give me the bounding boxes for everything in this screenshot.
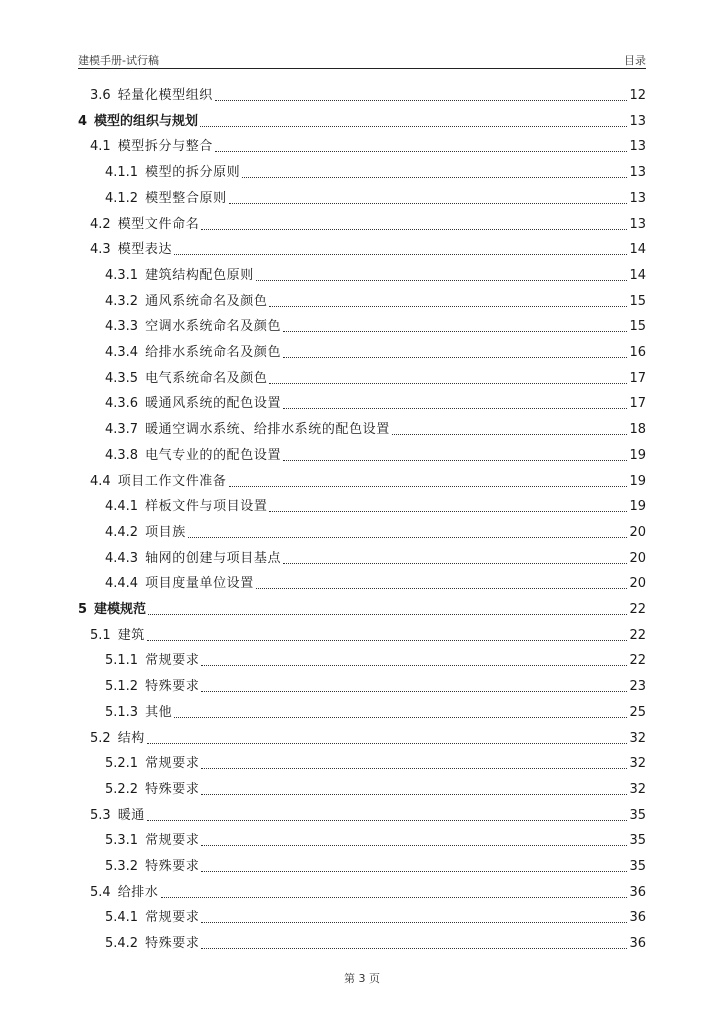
toc-entry-title: 暖通风系统的配色设置 [145, 396, 282, 412]
page-number: 第 3 页 [344, 972, 380, 985]
toc-entry-title: 特殊要求 [145, 679, 200, 695]
toc-entry-number: 5 [78, 602, 88, 617]
toc-entry[interactable] [105, 778, 646, 798]
toc-entry[interactable] [90, 470, 646, 490]
toc-entry-title: 常规要求 [145, 833, 200, 849]
toc-entry-number: 5.1.2 [105, 679, 139, 695]
toc-entry-title: 项目工作文件准备 [117, 473, 227, 489]
toc-entry-page: 13 [629, 113, 646, 129]
toc-entry-number: 4.4.3 [105, 550, 139, 566]
toc-entry[interactable] [105, 444, 646, 464]
toc-entry-title: 特殊要求 [145, 859, 200, 874]
toc-entry[interactable] [90, 881, 646, 901]
toc-entry[interactable] [90, 804, 646, 824]
toc-entry-page: 13 [629, 190, 646, 206]
toc-entry-number: 4.3.3 [105, 319, 139, 335]
toc-entry-title: 模型整合原则 [145, 190, 227, 206]
toc-entry[interactable] [105, 290, 646, 310]
header-document-title: 建模手册-试行稿 [78, 54, 159, 67]
toc-entry-page: 36 [629, 910, 646, 926]
toc-dot-leader [215, 151, 628, 152]
toc-dot-leader [174, 717, 627, 718]
toc-entry-number: 5.3.2 [105, 859, 139, 874]
toc-entry[interactable] [105, 932, 646, 952]
toc-entry-page: 17 [629, 370, 646, 386]
toc-entry-title: 模型表达 [117, 242, 173, 258]
toc-entry-number: 5.1.3 [105, 704, 139, 720]
page-header [78, 50, 646, 68]
toc-entry[interactable] [105, 701, 646, 721]
toc-entry-page: 19 [629, 473, 646, 489]
toc-entry[interactable] [78, 598, 646, 618]
toc-entry-title: 特殊要求 [145, 781, 200, 797]
toc-entry-page: 22 [629, 627, 646, 643]
toc-dot-leader [283, 357, 627, 358]
toc-entry-page: 35 [629, 807, 646, 823]
toc-entry-title: 通风系统命名及颜色 [145, 293, 268, 309]
toc-entry[interactable] [105, 392, 646, 412]
page-footer [0, 970, 724, 986]
toc-entry[interactable] [90, 727, 646, 747]
toc-dot-leader [256, 588, 628, 589]
toc-entry-title: 模型的组织与规划 [94, 113, 199, 129]
toc-entry-number: 4.4.4 [105, 576, 139, 592]
toc-entry-title: 模型拆分与整合 [117, 139, 213, 155]
toc-entry-page: 25 [629, 704, 646, 720]
toc-entry-title: 电气系统命名及颜色 [145, 370, 268, 386]
toc-entry-page: 15 [629, 319, 646, 335]
toc-entry-page: 14 [629, 242, 646, 258]
toc-dot-leader [188, 537, 628, 538]
toc-entry[interactable] [105, 547, 646, 567]
toc-entry[interactable] [105, 855, 646, 875]
toc-entry-page: 18 [629, 422, 646, 438]
toc-dot-leader [269, 383, 627, 384]
toc-entry-page: 35 [629, 859, 646, 874]
toc-entry-title: 常规要求 [145, 756, 200, 772]
toc-entry-title: 结构 [117, 730, 145, 746]
toc-entry-title: 特殊要求 [145, 936, 200, 952]
toc-entry-title: 建筑 [117, 627, 145, 643]
header-section-title: 目录 [624, 54, 646, 67]
toc-entry-page: 16 [629, 345, 646, 360]
toc-entry[interactable] [78, 110, 646, 130]
toc-entry[interactable] [90, 135, 646, 155]
toc-dot-leader [229, 486, 628, 487]
toc-dot-leader [147, 640, 628, 641]
toc-dot-leader [229, 203, 628, 204]
toc-entry-title: 给排水系统命名及颜色 [145, 345, 282, 360]
toc-dot-leader [283, 460, 627, 461]
toc-dot-leader [201, 845, 627, 846]
toc-entry[interactable] [105, 367, 646, 387]
toc-entry[interactable] [105, 187, 646, 207]
toc-entry[interactable] [105, 161, 646, 181]
toc-entry-number: 5.2.1 [105, 756, 139, 772]
toc-dot-leader [269, 511, 627, 512]
toc-entry-page: 17 [629, 396, 646, 412]
toc-entry[interactable] [90, 238, 646, 258]
toc-entry-number: 4.3.2 [105, 293, 139, 309]
toc-dot-leader [201, 948, 627, 949]
toc-entry-number: 4.1 [90, 139, 111, 155]
toc-entry[interactable] [105, 675, 646, 695]
toc-entry-title: 给排水 [117, 884, 159, 900]
header-divider [78, 68, 646, 69]
toc-entry[interactable] [105, 829, 646, 849]
toc-entry-number: 4.3.1 [105, 267, 139, 283]
toc-entry-title: 轻量化模型组织 [117, 88, 213, 103]
toc-entry-number: 4.4.1 [105, 499, 139, 515]
toc-entry-page: 12 [629, 88, 646, 103]
toc-entry-number: 5.2.2 [105, 781, 139, 797]
toc-entry-number: 4.3 [90, 242, 111, 258]
toc-entry-page: 14 [629, 267, 646, 283]
toc-entry[interactable] [105, 752, 646, 772]
toc-entry-page: 20 [629, 550, 646, 566]
toc-entry-page: 19 [629, 499, 646, 515]
toc-entry-page: 22 [629, 602, 646, 617]
toc-entry[interactable] [90, 213, 646, 233]
toc-dot-leader [174, 254, 627, 255]
toc-entry[interactable] [90, 624, 646, 644]
toc-entry-number: 4.3.4 [105, 345, 139, 360]
toc-entry-page: 13 [629, 216, 646, 232]
toc-entry-page: 23 [629, 679, 646, 695]
toc-entry-title: 电气专业的的配色设置 [145, 447, 282, 463]
toc-dot-leader [147, 820, 628, 821]
toc-entry-page: 35 [629, 833, 646, 849]
toc-entry-title: 建筑结构配色原则 [145, 267, 254, 283]
toc-entry-number: 5.3.1 [105, 833, 139, 849]
toc-entry[interactable] [105, 341, 646, 361]
toc-dot-leader [147, 743, 628, 744]
toc-entry-title: 常规要求 [145, 910, 200, 926]
toc-entry-title: 其他 [145, 704, 173, 720]
toc-entry-page: 20 [629, 524, 646, 540]
toc-entry-page: 22 [629, 653, 646, 669]
toc-entry-number: 4.1.2 [105, 190, 139, 206]
toc-entry-title: 模型的拆分原则 [145, 165, 241, 181]
toc-dot-leader [283, 331, 627, 332]
toc-dot-leader [201, 922, 627, 923]
toc-entry-title: 常规要求 [145, 653, 200, 669]
toc-dot-leader [256, 280, 628, 281]
toc-entry-number: 4.2 [90, 216, 111, 232]
toc-dot-leader [201, 768, 627, 769]
toc-entry-title: 轴网的创建与项目基点 [145, 550, 282, 566]
toc-dot-leader [201, 794, 627, 795]
toc-dot-leader [161, 897, 628, 898]
toc-entry[interactable] [105, 315, 646, 335]
toc-entry-number: 4 [78, 113, 88, 129]
toc-dot-leader [242, 177, 627, 178]
toc-entry-page: 32 [629, 756, 646, 772]
toc-dot-leader [148, 614, 627, 615]
toc-entry-number: 5.4 [90, 884, 111, 900]
toc-entry-number: 5.1 [90, 627, 111, 643]
toc-dot-leader [392, 434, 628, 435]
toc-entry-page: 20 [629, 576, 646, 592]
toc-entry-number: 4.1.1 [105, 165, 139, 181]
toc-entry-title: 暖通空调水系统、给排水系统的配色设置 [145, 422, 390, 438]
toc-entry-number: 4.3.8 [105, 447, 139, 463]
toc-dot-leader [201, 871, 627, 872]
toc-entry[interactable] [90, 84, 646, 104]
toc-entry-number: 5.1.1 [105, 653, 139, 669]
toc-entry[interactable] [105, 495, 646, 515]
toc-dot-leader [283, 563, 627, 564]
toc-entry[interactable] [105, 264, 646, 284]
toc-entry[interactable] [105, 521, 646, 541]
toc-entry-title: 暖通 [117, 807, 145, 823]
toc-dot-leader [215, 100, 628, 101]
toc-dot-leader [283, 408, 627, 409]
toc-entry-number: 5.4.2 [105, 936, 139, 952]
toc-entry[interactable] [105, 906, 646, 926]
toc-dot-leader [201, 665, 627, 666]
toc-entry-page: 36 [629, 884, 646, 900]
toc-dot-leader [269, 306, 627, 307]
toc-entry[interactable] [105, 572, 646, 592]
toc-entry-number: 4.4 [90, 473, 111, 489]
toc-entry-number: 4.3.6 [105, 396, 139, 412]
toc-entry-title: 样板文件与项目设置 [145, 499, 268, 515]
toc-entry-title: 建模规范 [94, 602, 147, 617]
toc-entry-page: 15 [629, 293, 646, 309]
toc-entry-number: 4.3.7 [105, 422, 139, 438]
toc-dot-leader [200, 126, 627, 127]
toc-dot-leader [201, 691, 627, 692]
toc-entry-title: 项目族 [145, 524, 186, 540]
toc-entry-page: 13 [629, 165, 646, 181]
toc-entry[interactable] [105, 649, 646, 669]
toc-entry[interactable] [105, 418, 646, 438]
toc-entry-number: 5.3 [90, 807, 111, 823]
toc-entry-number: 5.4.1 [105, 910, 139, 926]
toc-entry-number: 4.3.5 [105, 370, 139, 386]
toc-entry-page: 32 [629, 730, 646, 746]
toc-dot-leader [201, 229, 627, 230]
toc-entry-number: 5.2 [90, 730, 111, 746]
toc-entry-page: 32 [629, 781, 646, 797]
toc-entry-page: 13 [629, 139, 646, 155]
toc-entry-title: 模型文件命名 [117, 216, 200, 232]
toc-entry-title: 空调水系统命名及颜色 [145, 319, 282, 335]
toc-entry-number: 3.6 [90, 88, 111, 103]
toc-entry-page: 19 [629, 447, 646, 463]
toc-entry-page: 36 [629, 936, 646, 952]
toc-entry-title: 项目度量单位设置 [145, 576, 254, 592]
toc-entry-number: 4.4.2 [105, 524, 139, 540]
